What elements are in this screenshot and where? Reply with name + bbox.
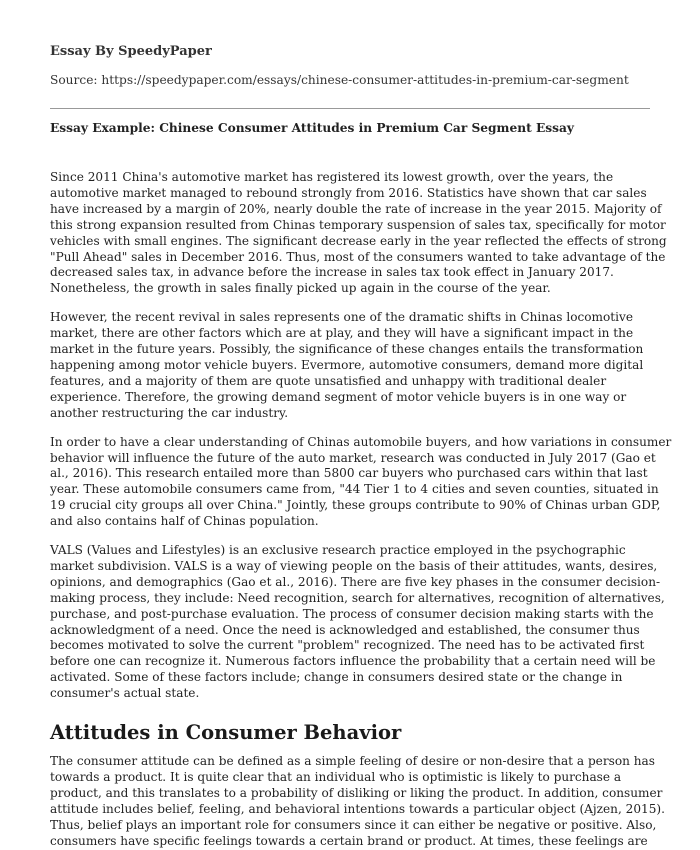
paragraph-line: have increased by a margin of 20%, nearly double the rate of increase in the year 2015. Majority of [50, 201, 662, 216]
paragraph-line: opinions, and demographics (Gao et al., 2016). There are five key phases in the consumer decision- [50, 574, 661, 589]
paragraph-line: In order to have a clear understanding of Chinas automobile buyers, and how variations in consumer [50, 434, 672, 449]
paragraph-line: year. These automobile consumers came from, "44 Tier 1 to 4 cities and seven counties, situated in [50, 482, 659, 497]
paragraph-line: becomes motivated to solve the current "problem" recognized. The need has to be activated first [50, 638, 645, 653]
paragraph-line: However, the recent revival in sales represents one of the dramatic shifts in Chinas locomotive [50, 310, 634, 325]
paragraph-line: product, and this translates to a probability of disliking or liking the product. In addition, consumer [50, 785, 663, 800]
essay-body [50, 170, 672, 850]
paragraph-line: purchase, and post-purchase evaluation. The process of consumer decision making starts with the [50, 606, 654, 621]
paragraph-line: making process, they include: Need recognition, search for alternatives, recognition of alternatives, [50, 590, 665, 605]
paragraph-line: The consumer attitude can be defined as a simple feeling of desire or non-desire that a person has [50, 754, 655, 769]
paragraph-line: acknowledgment of a need. Once the need is acknowledged and established, the consumer thus [50, 622, 640, 637]
paragraph-line: another restructuring the car industry. [50, 405, 289, 420]
header-divider [50, 108, 650, 109]
paragraph-line: automotive market managed to rebound strongly from 2016. Statistics have shown that car sales [50, 185, 647, 200]
paragraph-line: market in the future years. Possibly, the significance of these changes entails the transformation [50, 342, 644, 357]
paragraph-line: vehicles with small engines. The significant decrease early in the year reflected the effects of strong [50, 233, 667, 248]
paragraph-line: market, there are other factors which are at play, and they will have a significant impact in the [50, 326, 634, 341]
body-paragraph [50, 434, 672, 530]
paragraph-line: happening among motor vehicle buyers. Evermore, automotive consumers, demand more digital [50, 357, 644, 372]
paragraph-line: "Pull Ahead" sales in December 2016. Thus, most of the consumers wanted to take advantage of the [50, 249, 666, 264]
paragraph-line: experience. Therefore, the growing demand segment of motor vehicle buyers is in one way or [50, 389, 627, 404]
section-paragraph [50, 754, 665, 849]
section-heading: Attitudes in Consumer Behavior [50, 721, 402, 745]
paragraph-line: behavior will influence the future of the auto market, research was conducted in July 2017 (Gao et [50, 450, 656, 465]
paragraph-line: attitude includes belief, feeling, and behavioral intentions towards a particular object (Ajzen, 2015). [50, 801, 665, 816]
paragraph-line: activated. Some of these factors include; change in consumers desired state or the change in [50, 670, 623, 685]
paragraph-line: towards a product. It is quite clear that an individual who is optimistic is likely to purchase a [50, 770, 622, 784]
paragraph-line: this strong expansion resulted from Chinas temporary suspension of sales tax, specifically for motor [50, 217, 666, 232]
brand-heading: Essay By SpeedyPaper [50, 44, 212, 59]
paragraph-line: consumers have specific feelings towards a certain brand or product. At times, these feelings are [50, 833, 648, 848]
essay-title: Essay Example: Chinese Consumer Attitudes in Premium Car Segment Essay [50, 121, 574, 135]
body-paragraph [50, 310, 650, 421]
paragraph-line: features, and a majority of them are quote unsatisfied and unhappy with traditional dealer [50, 373, 607, 388]
paragraph-line: decreased sales tax, in advance before the increase in sales tax took effect in January 2017. [50, 265, 614, 280]
paragraph-line: Nonetheless, the growth in sales finally picked up again in the course of the year. [50, 281, 551, 296]
paragraph-line: al., 2016). This research entailed more than 5800 car buyers who purchased cars within that last [50, 466, 648, 481]
body-paragraph [50, 543, 665, 702]
paragraph-line: Since 2011 China's automotive market has registered its lowest growth, over the years, the [50, 170, 614, 184]
paragraph-line: consumer's actual state. [50, 686, 200, 701]
paragraph-line: 19 crucial city groups all over China." Jointly, these groups contribute to 90% of Chinas urban GDP, [50, 498, 661, 513]
paragraph-line: VALS (Values and Lifestyles) is an exclusive research practice employed in the psychographic [50, 543, 626, 558]
body-paragraph [50, 170, 667, 297]
paragraph-line: before one can recognize it. Numerous factors influence the probability that a certain need will be [50, 654, 656, 669]
paragraph-line: Thus, belief plays an important role for consumers since it can either be negative or positive. Also, [50, 817, 657, 832]
paragraph-line: market subdivision. VALS is a way of viewing people on the basis of their attitudes, wants, desires, [50, 558, 658, 573]
paragraph-line: and also contains half of Chinas population. [50, 514, 319, 529]
source-url: Source: https://speedypaper.com/essays/chinese-consumer-attitudes-in-premium-car-segment [50, 73, 629, 87]
